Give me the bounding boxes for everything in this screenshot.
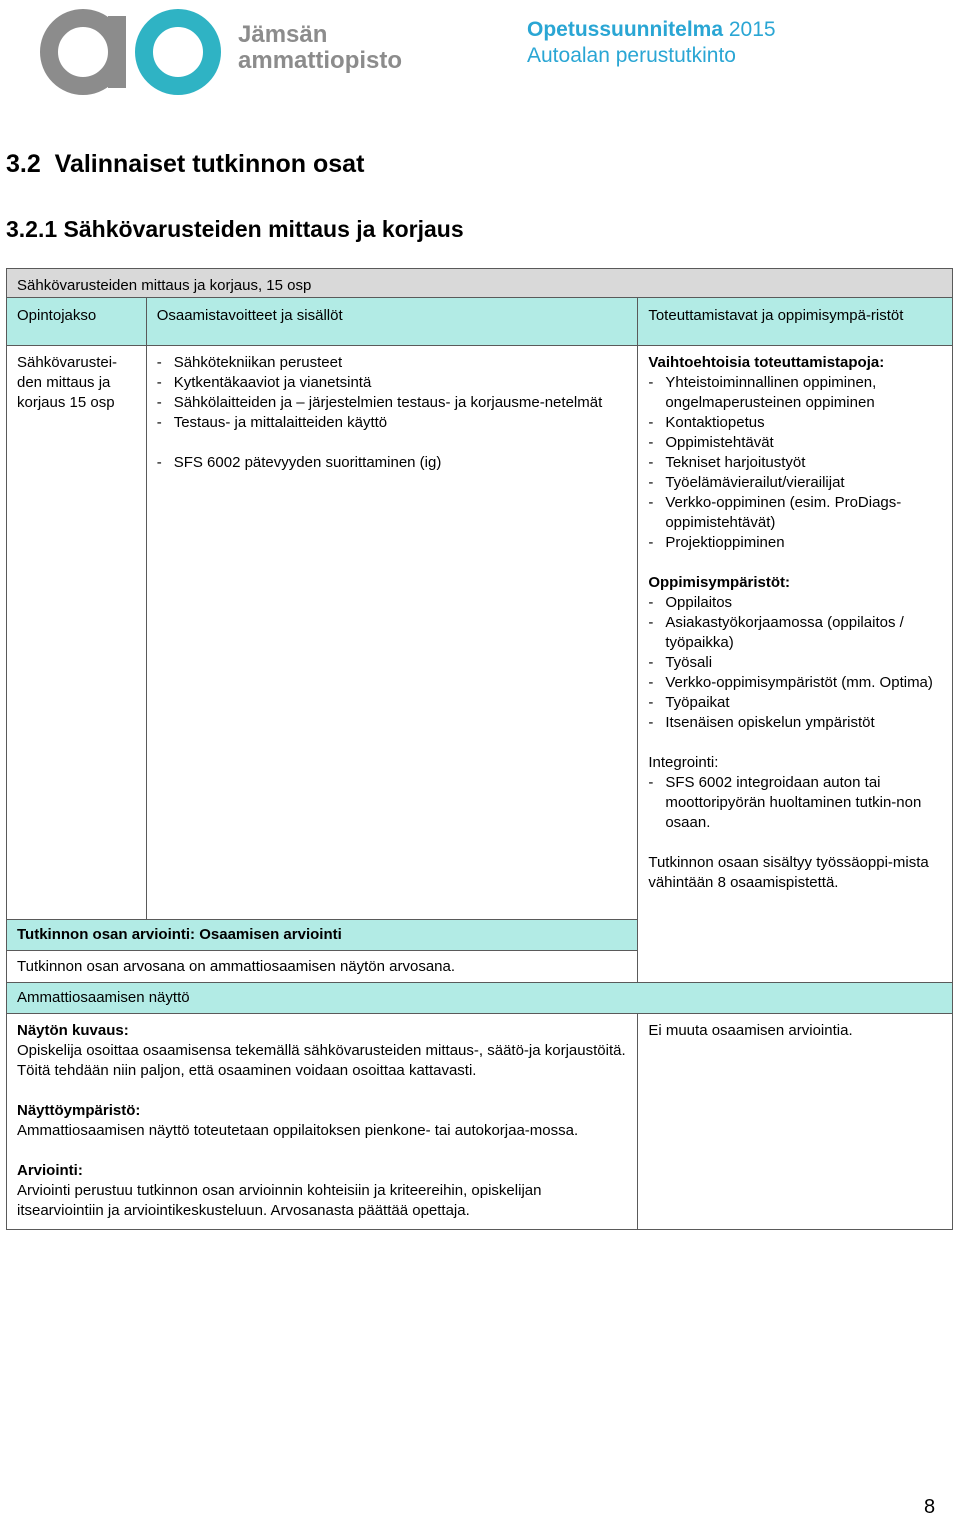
logo-text-line1: Jämsän [238, 21, 328, 48]
logo-text [238, 22, 402, 74]
module-title-cell [7, 269, 953, 298]
vaihtoehto-item: - Tekniset harjoitustyöt [648, 453, 942, 473]
curriculum-table [6, 268, 953, 1230]
header-opintojakso [7, 298, 147, 346]
document-title [527, 17, 776, 43]
document-header [527, 17, 776, 69]
document-title-main: Opetussuunnitelma [527, 18, 724, 41]
header-toteutus-label: Toteuttamistavat ja oppimisympä-ristöt [648, 307, 904, 324]
vaihtoehto-item: - Kontaktiopetus [648, 413, 942, 433]
contents-list-1 [157, 353, 628, 433]
contents-list-2 [157, 453, 628, 473]
contents-item: - Kytkentäkaaviot ja vianetsintä [157, 373, 628, 393]
vaihtoehdot-list [648, 373, 942, 553]
ympäristö-item: - Asiakastyökorjaamossa (oppilaitos / työpaikka) [648, 613, 942, 653]
nayttoymparisto-title: Näyttöympäristö: [17, 1102, 141, 1119]
naytto-details-cell [7, 1014, 638, 1230]
ympäristö-item: - Työpaikat [648, 693, 942, 713]
integrointi-title: Integrointi: [648, 754, 719, 771]
arviointi-text: Arviointi perustuu tutkinnon osan arvioinnin kohteisiin ja kriteereihin, opiskelijan itsearviointiin ja arviointikeskusteluun. Arvosanasta päättää opettaja. [17, 1182, 542, 1219]
naytto-details-row [7, 1014, 953, 1230]
ympäristö-item: - Itsenäisen opiskelun ympäristöt [648, 713, 942, 733]
contents-item: - Testaus- ja mittalaitteiden käyttö [157, 413, 628, 433]
contents-item: - Sähkölaitteiden ja – järjestelmien testaus- ja korjausme-netelmät [157, 393, 628, 413]
arviointi-title: Arviointi: [17, 1162, 83, 1179]
vaihtoehdot-title: Vaihtoehtoisia toteuttamistapoja: [648, 354, 885, 371]
nayton-kuvaus-title: Näytön kuvaus: [17, 1022, 129, 1039]
arviointi-header: Tutkinnon osan arviointi: Osaamisen arviointi [17, 926, 342, 943]
subsection-heading [6, 216, 464, 243]
contents-item: - SFS 6002 pätevyyden suorittaminen (ig) [157, 453, 628, 473]
ympäristöt-list [648, 593, 942, 733]
school-logo [28, 2, 428, 100]
integrointi-list [648, 773, 942, 833]
tyossaoppiminen-note: Tutkinnon osaan sisältyy työssäoppi-mista vähintään 8 osaamispistettä. [648, 854, 929, 891]
naytto-header-cell [7, 983, 953, 1014]
naytto-header: Ammattiosaamisen näyttö [17, 989, 190, 1006]
contents-item: - Sähkötekniikan perusteet [157, 353, 628, 373]
ympäristö-item: - Verkko-oppimisympäristöt (mm. Optima) [648, 673, 942, 693]
header-tavoitteet [146, 298, 638, 346]
arviointi-header-cell [7, 920, 638, 951]
ympäristöt-title: Oppimisympäristöt: [648, 574, 791, 591]
naytto-header-row [7, 983, 953, 1014]
header-toteutus [638, 298, 953, 346]
module-title-row [7, 269, 953, 298]
vaihtoehto-item: - Verkko-oppiminen (esim. ProDiags-oppimistehtävät) [648, 493, 942, 533]
vaihtoehto-item: - Yhteistoiminnallinen oppiminen, ongelmaperusteinen oppiminen [648, 373, 942, 413]
page-number: 8 [924, 1496, 936, 1518]
integrointi-item: - SFS 6002 integroidaan auton tai moottoripyörän huoltaminen tutkin-non osaan. [648, 773, 942, 833]
opintojakso-cell [7, 346, 147, 920]
vaihtoehto-item: - Oppimistehtävät [648, 433, 942, 453]
module-title: Sähkövarusteiden mittaus ja korjaus, 15 osp [17, 277, 312, 294]
ympäristö-item: - Oppilaitos [648, 593, 942, 613]
column-header-row [7, 298, 953, 346]
vaihtoehto-item: - Projektioppiminen [648, 533, 942, 553]
nayttoymparisto-text: Ammattiosaamisen näyttö toteutetaan oppilaitoksen pienkone- tai autokorjaa-mossa. [17, 1122, 579, 1139]
ympäristö-item: - Työsali [648, 653, 942, 673]
document-title-year: 2015 [728, 18, 776, 41]
subsection-heading-text: 3.2.1 Sähkövarusteiden mittaus ja korjaus [6, 216, 464, 242]
muu-arviointi-cell [638, 1014, 953, 1230]
header-opintojakso-label: Opintojakso [17, 307, 97, 324]
section-heading [6, 150, 364, 179]
arvosana-cell [7, 951, 638, 983]
tavoitteet-cell [146, 346, 638, 920]
document-subtitle: Autoalan perustutkinto [527, 44, 736, 67]
arvosana-text: Tutkinnon osan arvosana on ammattiosaamisen näytön arvosana. [17, 958, 456, 975]
nayton-kuvaus-text: Opiskelija osoittaa osaamisensa tekemällä sähkövarusteiden mittaus-, säätö-ja korjaustöitä. Töitä tehdään niin paljon, että osaaminen voidaan osoittaa kattavasti. [17, 1042, 626, 1079]
muu-arviointi-text: Ei muuta osaamisen arviointia. [648, 1022, 853, 1039]
opintojakso-name: Sähkövarustei-den mittaus ja korjaus 15 osp [17, 354, 118, 411]
header-tavoitteet-label: Osaamistavoitteet ja sisällöt [156, 307, 343, 324]
toteutus-cell [638, 346, 953, 983]
vaihtoehto-item: - Työelämävierailut/vierailijat [648, 473, 942, 493]
logo-text-line2: ammattiopisto [238, 47, 403, 74]
section-heading-text: 3.2 Valinnaiset tutkinnon osat [6, 150, 365, 178]
content-row [7, 346, 953, 920]
